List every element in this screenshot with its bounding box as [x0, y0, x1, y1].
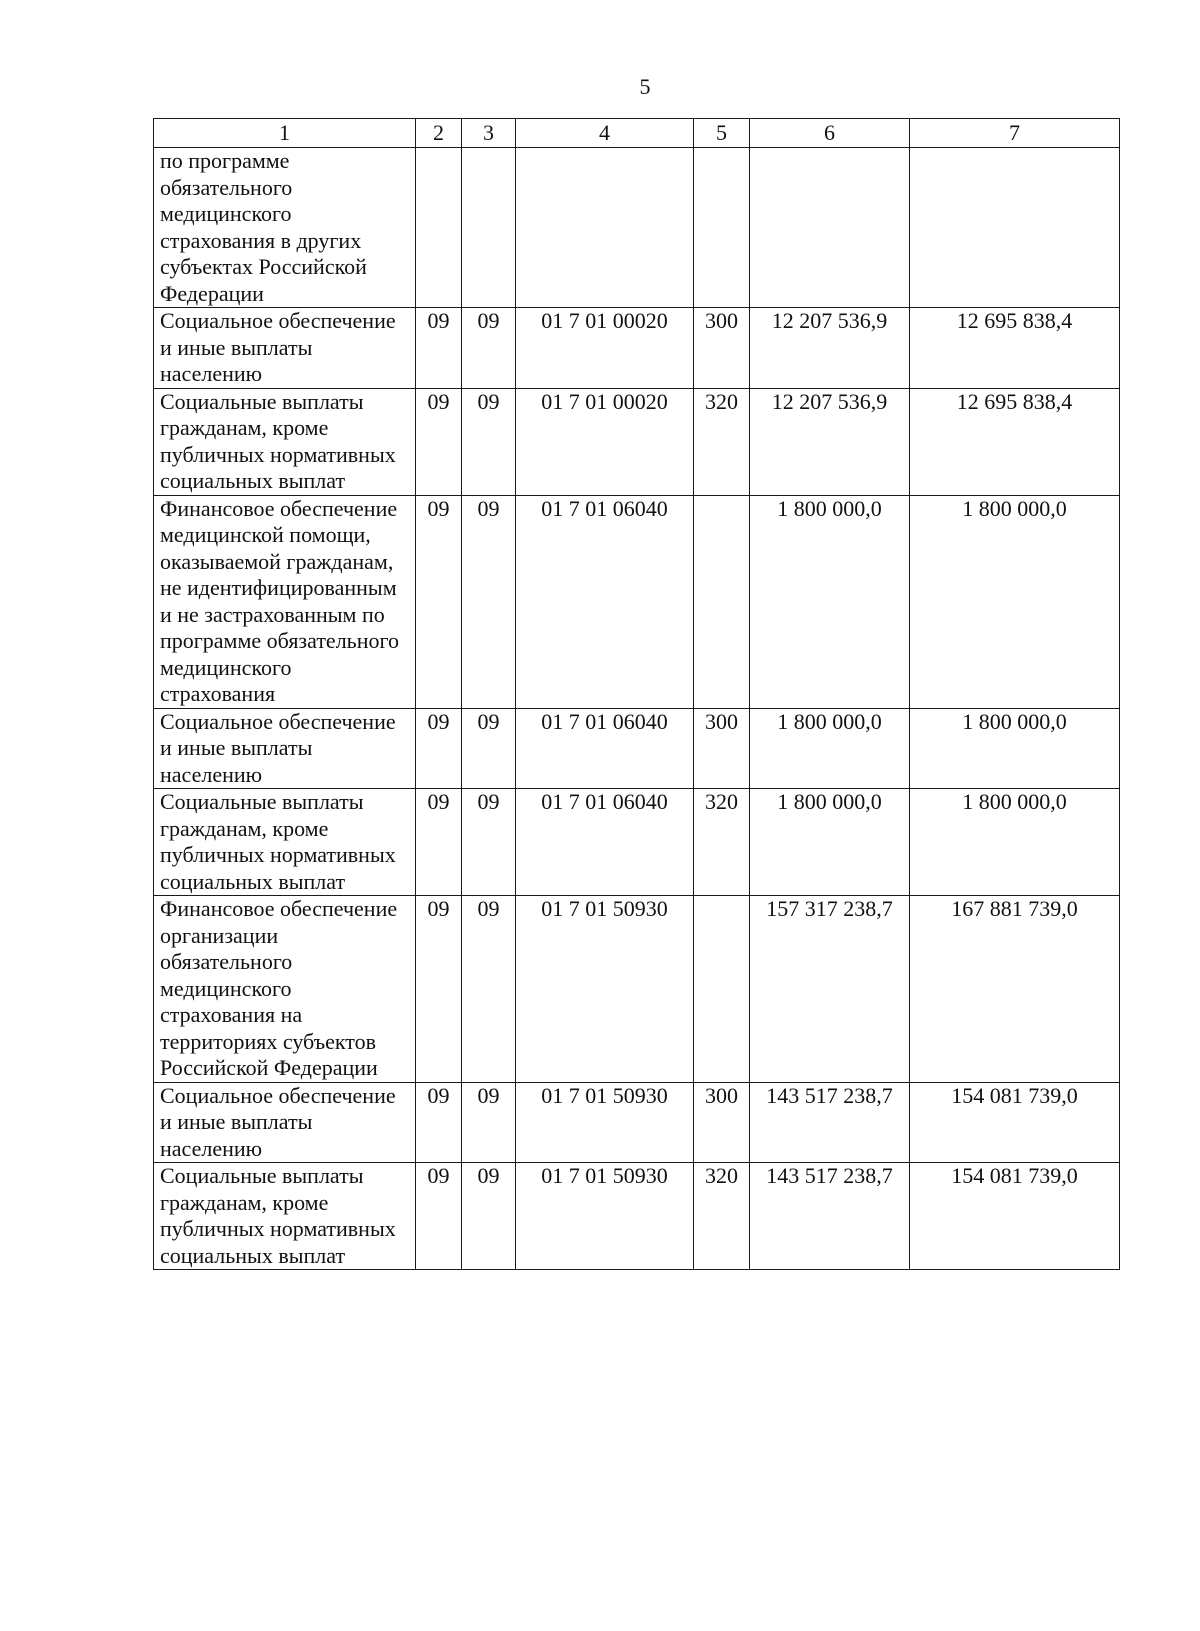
- row-subsection-code: 09: [462, 1082, 516, 1163]
- row-expense-type-code: [694, 495, 750, 708]
- column-header: 1: [154, 119, 416, 148]
- row-amount-col7: 1 800 000,0: [910, 495, 1120, 708]
- row-name: Социальное обеспечение и иные выплаты населению: [154, 1082, 416, 1163]
- row-name: Социальное обеспечение и иные выплаты населению: [154, 708, 416, 789]
- row-expense-type-code: 300: [694, 308, 750, 389]
- row-subsection-code: 09: [462, 495, 516, 708]
- row-section-code: 09: [416, 1163, 462, 1270]
- row-amount-col7: 154 081 739,0: [910, 1163, 1120, 1270]
- row-amount-col6: 143 517 238,7: [750, 1163, 910, 1270]
- row-section-code: 09: [416, 495, 462, 708]
- table-row: [154, 1082, 1120, 1163]
- row-target-item-code: 01 7 01 06040: [516, 495, 694, 708]
- row-subsection-code: 09: [462, 388, 516, 495]
- row-expense-type-code: 320: [694, 1163, 750, 1270]
- row-target-item-code: 01 7 01 50930: [516, 1082, 694, 1163]
- table-row: [154, 308, 1120, 389]
- page-number: 5: [639, 74, 651, 99]
- row-expense-type-code: 300: [694, 1082, 750, 1163]
- table-row: [154, 708, 1120, 789]
- row-subsection-code: 09: [462, 896, 516, 1083]
- row-section-code: 09: [416, 896, 462, 1083]
- row-expense-type-code: 320: [694, 789, 750, 896]
- table-row: [154, 148, 1120, 308]
- row-subsection-code: 09: [462, 308, 516, 389]
- row-target-item-code: 01 7 01 50930: [516, 1163, 694, 1270]
- row-amount-col6: 1 800 000,0: [750, 789, 910, 896]
- row-amount-col7: 12 695 838,4: [910, 388, 1120, 495]
- row-expense-type-code: [694, 148, 750, 308]
- row-section-code: 09: [416, 1082, 462, 1163]
- row-section-code: 09: [416, 388, 462, 495]
- row-target-item-code: 01 7 01 06040: [516, 708, 694, 789]
- row-amount-col7: 167 881 739,0: [910, 896, 1120, 1083]
- row-target-item-code: 01 7 01 00020: [516, 388, 694, 495]
- column-header: 5: [694, 119, 750, 148]
- row-subsection-code: 09: [462, 708, 516, 789]
- row-name: Финансовое обеспечение медицинской помощи, оказываемой гражданам, не идентифицированным и не застрахованным по программе обязательного медицинского страхования: [154, 495, 416, 708]
- row-amount-col6: 1 800 000,0: [750, 708, 910, 789]
- table-row: [154, 789, 1120, 896]
- column-header: 3: [462, 119, 516, 148]
- row-amount-col6: 12 207 536,9: [750, 388, 910, 495]
- row-amount-col6: [750, 148, 910, 308]
- row-amount-col7: 1 800 000,0: [910, 789, 1120, 896]
- row-target-item-code: 01 7 01 06040: [516, 789, 694, 896]
- row-amount-col6: 143 517 238,7: [750, 1082, 910, 1163]
- row-amount-col6: 1 800 000,0: [750, 495, 910, 708]
- row-name: Социальные выплаты гражданам, кроме публичных нормативных социальных выплат: [154, 388, 416, 495]
- row-name: Финансовое обеспечение организации обязательного медицинского страхования на территориях субъектов Российской Федерации: [154, 896, 416, 1083]
- row-amount-col7: 1 800 000,0: [910, 708, 1120, 789]
- row-amount-col7: 12 695 838,4: [910, 308, 1120, 389]
- row-section-code: [416, 148, 462, 308]
- row-amount-col7: [910, 148, 1120, 308]
- row-target-item-code: 01 7 01 50930: [516, 896, 694, 1083]
- column-header: 4: [516, 119, 694, 148]
- table-row: [154, 896, 1120, 1083]
- row-amount-col7: 154 081 739,0: [910, 1082, 1120, 1163]
- row-target-item-code: [516, 148, 694, 308]
- table-row: [154, 495, 1120, 708]
- column-header: 6: [750, 119, 910, 148]
- table-header-row: [154, 119, 1120, 148]
- row-subsection-code: 09: [462, 1163, 516, 1270]
- column-header: 7: [910, 119, 1120, 148]
- row-expense-type-code: 300: [694, 708, 750, 789]
- row-section-code: 09: [416, 308, 462, 389]
- row-amount-col6: 12 207 536,9: [750, 308, 910, 389]
- column-header: 2: [416, 119, 462, 148]
- row-expense-type-code: 320: [694, 388, 750, 495]
- row-section-code: 09: [416, 708, 462, 789]
- row-name: Социальные выплаты гражданам, кроме публичных нормативных социальных выплат: [154, 789, 416, 896]
- row-target-item-code: 01 7 01 00020: [516, 308, 694, 389]
- row-name: по программе обязательного медицинского страхования в других субъектах Российской Федерации: [154, 148, 416, 308]
- table-row: [154, 1163, 1120, 1270]
- row-name: Социальное обеспечение и иные выплаты населению: [154, 308, 416, 389]
- budget-table: [153, 118, 1120, 1270]
- row-section-code: 09: [416, 789, 462, 896]
- row-amount-col6: 157 317 238,7: [750, 896, 910, 1083]
- row-expense-type-code: [694, 896, 750, 1083]
- row-subsection-code: 09: [462, 789, 516, 896]
- row-subsection-code: [462, 148, 516, 308]
- row-name: Социальные выплаты гражданам, кроме публичных нормативных социальных выплат: [154, 1163, 416, 1270]
- table-row: [154, 388, 1120, 495]
